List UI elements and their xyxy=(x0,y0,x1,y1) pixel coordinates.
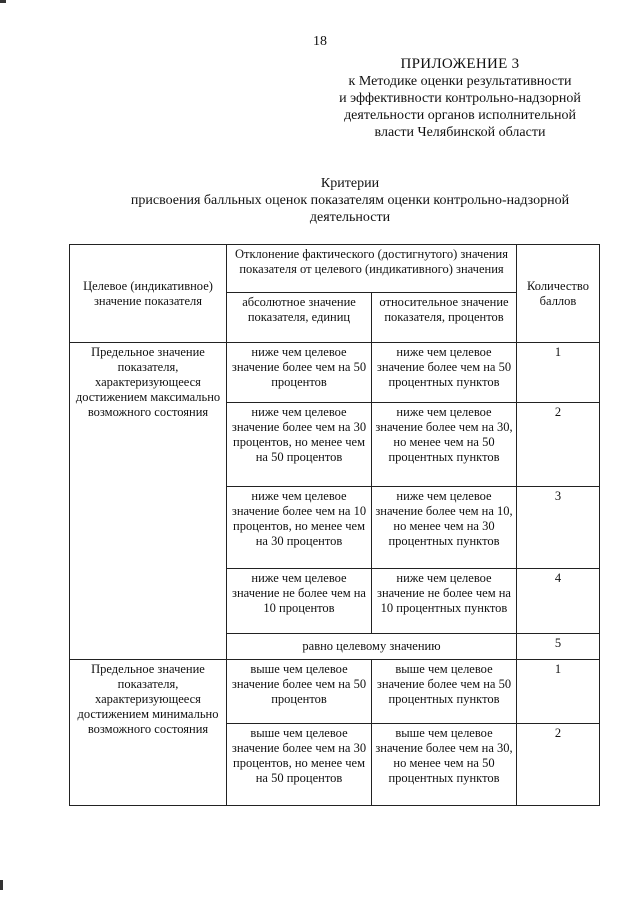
appendix-line: власти Челябинской области xyxy=(374,125,546,140)
header-score: Количество баллов xyxy=(517,245,600,343)
equal-cell: равно целевому значению xyxy=(227,634,517,660)
score-cell: 1 xyxy=(517,343,600,403)
absolute-cell: ниже чем целевое значение более чем на 50 процентов xyxy=(227,343,372,403)
appendix-block xyxy=(320,56,600,141)
absolute-cell: ниже чем целевое значение более чем на 30 процентов, но менее чем на 50 процентов xyxy=(227,403,372,487)
table-row xyxy=(70,343,600,403)
score-cell: 2 xyxy=(517,403,600,487)
appendix-line: деятельности органов исполнительной xyxy=(344,108,576,123)
criteria-heading xyxy=(100,175,600,226)
criteria-title: Критерии xyxy=(320,176,380,191)
appendix-line: и эффективности контрольно-надзорной xyxy=(339,91,581,106)
header-absolute: абсолютное значение показателя, единиц xyxy=(227,293,372,343)
group-label: Предельное значение показателя, характеризующееся достижением минимально возможного состояния xyxy=(70,660,227,806)
criteria-subtitle: присвоения балльных оценок показателям оценки контрольно-надзорной деятельности xyxy=(130,193,570,225)
absolute-cell: выше чем целевое значение более чем на 50 процентов xyxy=(227,660,372,724)
header-target: Целевое (индикативное) значение показателя xyxy=(70,245,227,343)
absolute-cell: ниже чем целевое значение не более чем на 10 процентов xyxy=(227,569,372,634)
score-cell: 5 xyxy=(517,634,600,660)
criteria-table xyxy=(69,244,600,806)
header-row xyxy=(70,245,600,293)
scan-mark xyxy=(0,0,6,3)
relative-cell: ниже чем целевое значение более чем на 10, но менее чем на 30 процентных пунктов xyxy=(372,487,517,569)
absolute-cell: ниже чем целевое значение более чем на 10 процентов, но менее чем на 30 процентов xyxy=(227,487,372,569)
relative-cell: ниже чем целевое значение не более чем на 10 процентных пунктов xyxy=(372,569,517,634)
relative-cell: выше чем целевое значение более чем на 30, но менее чем на 50 процентных пунктов xyxy=(372,724,517,806)
score-cell: 4 xyxy=(517,569,600,634)
relative-cell: выше чем целевое значение более чем на 50 процентных пунктов xyxy=(372,660,517,724)
table-row xyxy=(70,660,600,724)
header-relative: относительное значение показателя, процентов xyxy=(372,293,517,343)
absolute-cell: выше чем целевое значение более чем на 30 процентов, но менее чем на 50 процентов xyxy=(227,724,372,806)
relative-cell: ниже чем целевое значение более чем на 50 процентных пунктов xyxy=(372,343,517,403)
appendix-line: к Методике оценки результативности xyxy=(348,74,572,89)
header-deviation: Отклонение фактического (достигнутого) значения показателя от целевого (индикативного) значения xyxy=(227,245,517,293)
page-number: 18 xyxy=(313,34,327,49)
appendix-title: ПРИЛОЖЕНИЕ 3 xyxy=(400,56,520,72)
group-label: Предельное значение показателя, характеризующееся достижением максимально возможного состояния xyxy=(70,343,227,660)
scan-mark xyxy=(0,880,3,890)
score-cell: 3 xyxy=(517,487,600,569)
score-cell: 1 xyxy=(517,660,600,724)
relative-cell: ниже чем целевое значение более чем на 30, но менее чем на 50 процентных пунктов xyxy=(372,403,517,487)
score-cell: 2 xyxy=(517,724,600,806)
